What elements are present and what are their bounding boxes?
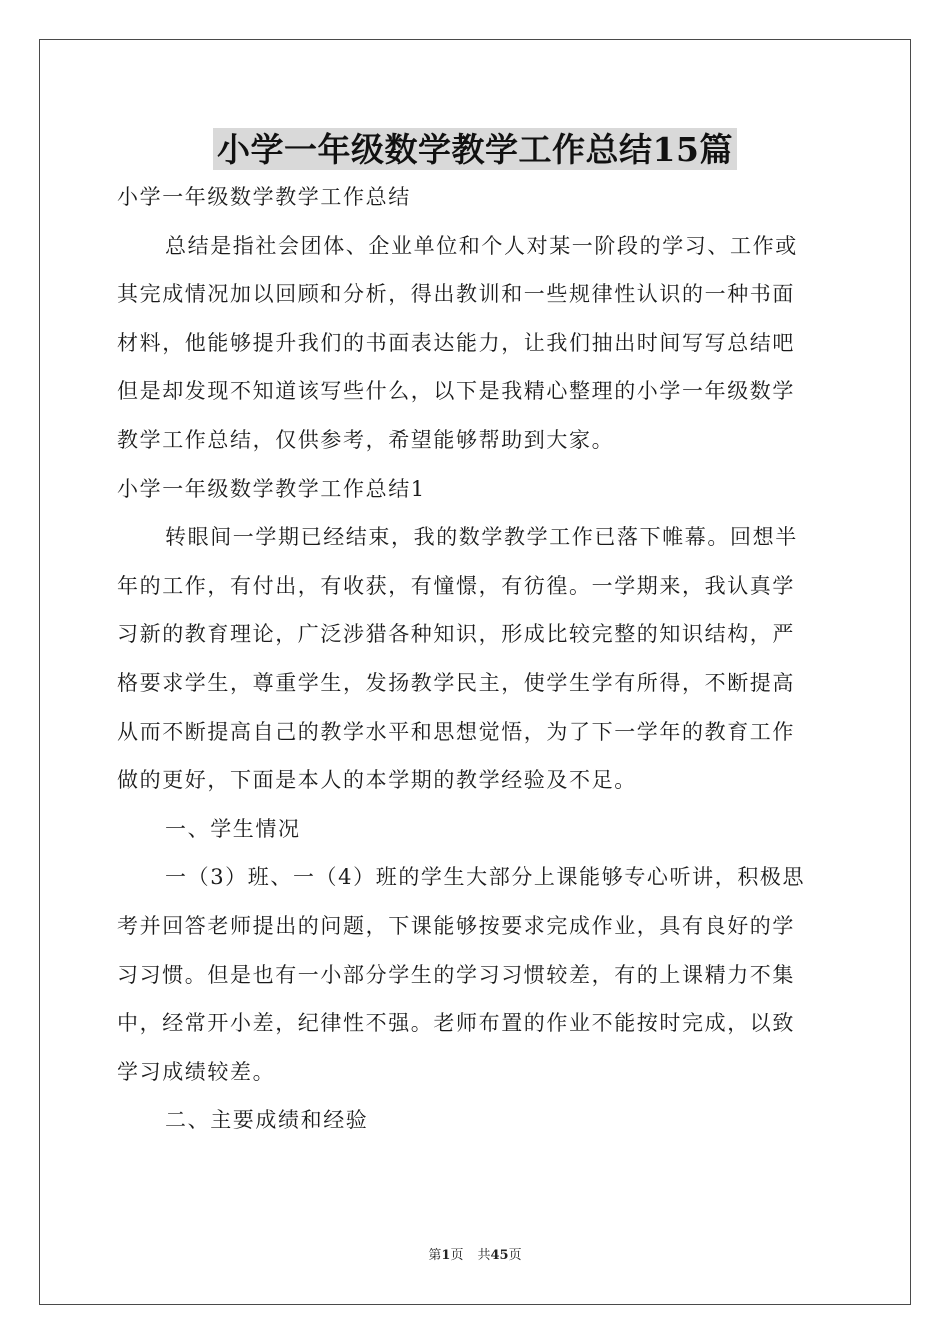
- page-number-prefix: 第: [428, 1248, 442, 1263]
- page-footer: [0, 1248, 950, 1264]
- subsection-heading: 一、学生情况: [165, 816, 301, 841]
- subsection-heading: 二、主要成绩和经验: [165, 1108, 369, 1133]
- section-heading: 小学一年级数学教学工作总结: [117, 185, 411, 209]
- paragraph-line: 教学工作总结，仅供参考，希望能够帮助到大家。: [117, 427, 615, 452]
- title-container: [0, 128, 950, 170]
- paragraph-line: 总结是指社会团体、企业单位和个人对某一阶段的学习、工作或: [165, 233, 798, 258]
- paragraph-line: 习习惯。但是也有一小部分学生的学习习惯较差，有的上课精力不集: [117, 962, 795, 987]
- section-heading: 小学一年级数学教学工作总结1: [117, 476, 426, 501]
- document-body: [117, 180, 833, 1152]
- page-total-suffix: 页: [508, 1248, 522, 1263]
- paragraph-line: 从而不断提高自己的教学水平和思想觉悟，为了下一学年的教育工作: [117, 719, 795, 744]
- page-total-count: 45: [490, 1248, 509, 1263]
- page-total-prefix: 共: [477, 1248, 491, 1263]
- paragraph-line: 其完成情况加以回顾和分析，得出教训和一些规律性认识的一种书面: [117, 282, 795, 307]
- paragraph-line: 做的更好，下面是本人的本学期的教学经验及不足。: [117, 768, 637, 793]
- paragraph-line: 习新的教育理论，广泛涉猎各种知识，形成比较完整的知识结构，严: [117, 622, 795, 647]
- paragraph-line: 格要求学生，尊重学生，发扬教学民主，使学生学有所得，不断提高: [117, 670, 795, 695]
- document-title: 小学一年级数学教学工作总结15篇: [213, 128, 737, 170]
- paragraph-line: 转眼间一学期已经结束，我的数学教学工作已落下帷幕。回想半: [165, 525, 798, 550]
- paragraph-line: 但是却发现不知道该写些什么，以下是我精心整理的小学一年级数学: [117, 379, 795, 404]
- paragraph-line: 中，经常开小差，纪律性不强。老师布置的作业不能按时完成，以致: [117, 1011, 795, 1036]
- page-number-suffix: 页: [450, 1248, 464, 1263]
- paragraph-line: 年的工作，有付出，有收获，有憧憬，有彷徨。一学期来，我认真学: [117, 573, 795, 598]
- paragraph-line: 考并回答老师提出的问题，下课能够按要求完成作业，具有良好的学: [117, 913, 795, 938]
- paragraph-line: 学习成绩较差。: [117, 1059, 276, 1084]
- page-number-current: 1: [441, 1248, 451, 1263]
- paragraph-line: 一（3）班、一（4）班的学生大部分上课能够专心听讲，积极思: [165, 865, 806, 890]
- paragraph-line: 材料，他能够提升我们的书面表达能力，让我们抽出时间写写总结吧: [117, 330, 795, 355]
